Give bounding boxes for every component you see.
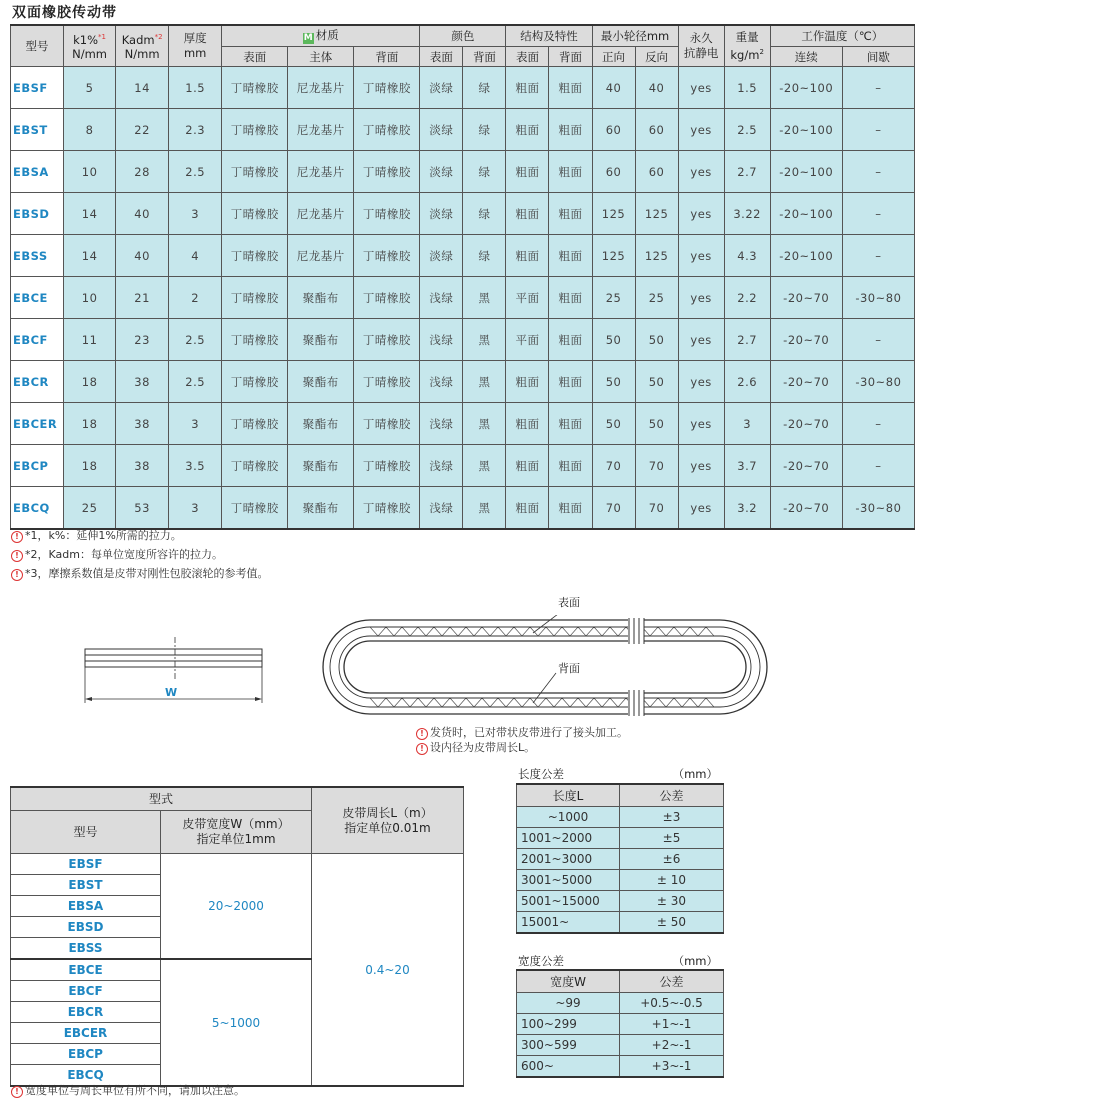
table-cell: 40 [116,193,169,235]
header-structure: 结构及特性 [506,25,592,47]
table-cell: 丁晴橡胶 [354,193,420,235]
diagram-note-2: ! 设内径为皮带周长L。 [416,739,535,755]
table-cell: 丁晴橡胶 [222,151,288,193]
model-cell: EBSF [11,67,64,109]
table-cell: 50 [635,361,678,403]
table-cell: 绿 [463,235,506,277]
tol-range-cell: 1001~2000 [517,828,620,849]
table-cell: 浅绿 [420,361,463,403]
model-cell: EBCR [11,361,64,403]
table-cell: 聚酯布 [288,319,354,361]
table-cell: 聚酯布 [288,487,354,530]
width-tol-header-range: 宽度W [517,970,620,993]
header-thickness: 厚度 mm [169,25,222,67]
table-cell: -20~100 [770,235,842,277]
table-cell: 70 [635,445,678,487]
type-model-cell: EBSD [11,917,161,938]
table-cell: -20~70 [770,403,842,445]
table-cell: 平面 [506,319,549,361]
table-cell: 70 [635,487,678,530]
table-cell: 18 [64,445,116,487]
table-cell: 丁晴橡胶 [222,319,288,361]
model-cell: EBCF [11,319,64,361]
table-cell: yes [678,445,724,487]
table-cell: 黑 [463,361,506,403]
header-model: 型号 [11,25,64,67]
tol-value-cell: ± 50 [620,912,724,934]
table-cell: 浅绿 [420,277,463,319]
tol-value-cell: +1~-1 [620,1014,724,1035]
table-cell: 2.5 [169,319,222,361]
model-cell: EBCE [11,277,64,319]
table-row [517,828,724,849]
table-cell: 平面 [506,277,549,319]
header-mat-body: 主体 [288,47,354,67]
table-row [11,487,915,530]
table-cell: 绿 [463,193,506,235]
tol-range-cell: 3001~5000 [517,870,620,891]
width-tol-caption: 宽度公差 （mm） [518,954,718,968]
table-row [11,277,915,319]
table-row [517,891,724,912]
table-cell: 丁晴橡胶 [354,487,420,530]
table-cell: yes [678,151,724,193]
table-cell: 丁晴橡胶 [222,67,288,109]
table-cell: 50 [592,319,635,361]
table-cell: 黑 [463,277,506,319]
table-row [11,109,915,151]
table-cell: 粗面 [506,361,549,403]
table-cell: 粗面 [549,277,592,319]
table-cell: yes [678,235,724,277]
table-cell: 3.5 [169,445,222,487]
table-cell: 18 [64,403,116,445]
table-cell: 浅绿 [420,403,463,445]
warning-icon: ! [11,550,23,562]
type-model-cell: EBCP [11,1044,161,1065]
table-cell: 粗面 [549,403,592,445]
table-row [517,1035,724,1056]
table-cell: 18 [64,361,116,403]
table-cell: 2.6 [724,361,770,403]
table-cell: 2.5 [724,109,770,151]
table-row [11,67,915,109]
table-cell: 3.2 [724,487,770,530]
table-cell: 粗面 [506,487,549,530]
model-cell: EBCQ [11,487,64,530]
warning-icon: ! [11,531,23,543]
table-cell: -20~100 [770,109,842,151]
table-cell: 丁晴橡胶 [354,445,420,487]
table-cell: – [842,67,914,109]
tol-range-cell: ~1000 [517,807,620,828]
table-cell: 粗面 [549,151,592,193]
page-title: 双面橡胶传动带 [12,5,117,21]
table-row [11,854,464,875]
table-cell: – [842,151,914,193]
belt-loop-diagram [318,615,773,720]
table-cell: 50 [635,319,678,361]
table-cell: 粗面 [506,67,549,109]
warning-icon: ! [416,743,428,755]
warning-icon: ! [416,728,428,740]
table-cell: 38 [116,403,169,445]
tol-value-cell: ±6 [620,849,724,870]
table-cell: 丁晴橡胶 [354,67,420,109]
width-label: W [165,686,178,699]
table-cell: 14 [64,193,116,235]
table-cell: 4 [169,235,222,277]
header-min-pulley: 最小轮径mm [592,25,678,47]
table-cell: 丁晴橡胶 [222,193,288,235]
model-cell: EBSS [11,235,64,277]
table-cell: – [842,193,914,235]
footnote-3: ! *3，摩擦系数值是皮带对刚性包胶滚轮的参考值。 [11,565,269,581]
header-k1: k1%$^{*1}$ N/mm [64,25,116,67]
table-cell: 10 [64,151,116,193]
header-temp-cont: 连续 [770,47,842,67]
header-color-back: 背面 [463,47,506,67]
table-cell: 丁晴橡胶 [354,235,420,277]
table-cell: 浅绿 [420,487,463,530]
type-header-length: 皮带周长L（m） 指定单位0.01m [312,787,464,854]
type-model-cell: EBCF [11,981,161,1002]
tol-range-cell: 300~599 [517,1035,620,1056]
table-cell: 1.5 [169,67,222,109]
table-cell: 粗面 [506,445,549,487]
type-header-model: 型号 [11,811,161,854]
header-kadm: Kadm$^{*2}$ N/mm [116,25,169,67]
material-icon: M [303,33,313,43]
table-cell: yes [678,277,724,319]
type-model-cell: EBST [11,875,161,896]
type-model-cell: EBCQ [11,1065,161,1087]
table-cell: 尼龙基片 [288,151,354,193]
table-cell: 60 [635,151,678,193]
tol-range-cell: 100~299 [517,1014,620,1035]
length-tolerance-table [516,783,724,934]
table-cell: 丁晴橡胶 [222,445,288,487]
table-cell: 60 [592,109,635,151]
width-tolerance-table [516,969,724,1078]
table-cell: 黑 [463,319,506,361]
table-cell: 23 [116,319,169,361]
type-model-cell: EBCER [11,1023,161,1044]
type-model-cell: EBCE [11,959,161,981]
header-pulley-forward: 正向 [592,47,635,67]
model-cell: EBSA [11,151,64,193]
table-cell: 40 [592,67,635,109]
tol-range-cell: ~99 [517,993,620,1014]
table-cell: 尼龙基片 [288,193,354,235]
footnote-1: ! *1，k%：延伸1%所需的拉力。 [11,527,182,543]
table-cell: 粗面 [506,193,549,235]
tol-range-cell: 2001~3000 [517,849,620,870]
table-cell: 2.7 [724,319,770,361]
table-cell: 淡绿 [420,67,463,109]
table-cell: 125 [592,193,635,235]
table-cell: 22 [116,109,169,151]
table-row [517,807,724,828]
table-cell: – [842,403,914,445]
table-cell: 丁晴橡胶 [222,235,288,277]
table-cell: 2.2 [724,277,770,319]
table-cell: 粗面 [506,151,549,193]
table-cell: 25 [635,277,678,319]
table-cell: 聚酯布 [288,277,354,319]
table-cell: 粗面 [506,109,549,151]
type-model-cell: EBSS [11,938,161,960]
table-cell: – [842,109,914,151]
table-row [11,235,915,277]
type-header-width: 皮带宽度W（mm） 指定单位1mm [161,811,312,854]
tol-range-cell: 15001~ [517,912,620,934]
header-struct-surface: 表面 [506,47,549,67]
table-cell: 28 [116,151,169,193]
table-cell: -20~70 [770,277,842,319]
table-cell: 聚酯布 [288,361,354,403]
table-cell: -30~80 [842,487,914,530]
length-tol-caption: 长度公差 （mm） [518,767,718,781]
table-cell: – [842,319,914,361]
table-cell: 尼龙基片 [288,109,354,151]
table-row [517,912,724,934]
table-cell: 2.5 [169,151,222,193]
tol-value-cell: +3~-1 [620,1056,724,1078]
table-cell: -30~80 [842,277,914,319]
model-cell: EBSD [11,193,64,235]
table-cell: 绿 [463,109,506,151]
table-cell: 2.5 [169,361,222,403]
table-cell: 淡绿 [420,151,463,193]
type-model-cell: EBCR [11,1002,161,1023]
table-cell: 53 [116,487,169,530]
table-cell: 2.3 [169,109,222,151]
table-cell: 粗面 [549,235,592,277]
header-pulley-reverse: 反向 [635,47,678,67]
table-row [11,319,915,361]
table-cell: 绿 [463,151,506,193]
table-cell: 淡绿 [420,109,463,151]
warning-icon: ! [11,1086,23,1098]
tol-range-cell: 5001~15000 [517,891,620,912]
table-cell: 粗面 [506,403,549,445]
header-material: M 材质 [222,25,420,47]
table-cell: 70 [592,487,635,530]
warning-icon: ! [11,569,23,581]
table-cell: 60 [592,151,635,193]
table-cell: 38 [116,361,169,403]
table-cell: 丁晴橡胶 [222,361,288,403]
type-model-cell: EBSF [11,854,161,875]
table-cell: 粗面 [549,67,592,109]
table-cell: 丁晴橡胶 [222,487,288,530]
table-cell: 25 [592,277,635,319]
spec-table [10,24,915,530]
table-row [517,1014,724,1035]
type-header-group: 型式 [11,787,312,811]
table-cell: 3.7 [724,445,770,487]
width-tol-header-tol: 公差 [620,970,724,993]
table-cell: -20~100 [770,193,842,235]
table-cell: 粗面 [549,319,592,361]
tol-value-cell: +0.5~-0.5 [620,993,724,1014]
table-cell: 黑 [463,403,506,445]
tol-value-cell: ±5 [620,828,724,849]
table-cell: 粗面 [549,445,592,487]
header-color-surface: 表面 [420,47,463,67]
table-cell: 3.22 [724,193,770,235]
tol-value-cell: +2~-1 [620,1035,724,1056]
table-cell: 聚酯布 [288,445,354,487]
table-cell: 浅绿 [420,445,463,487]
table-cell: 14 [64,235,116,277]
table-cell: 淡绿 [420,193,463,235]
table-cell: 11 [64,319,116,361]
header-mat-back: 背面 [354,47,420,67]
type-model-cell: EBSA [11,896,161,917]
table-cell: 丁晴橡胶 [354,109,420,151]
table-cell: 60 [635,109,678,151]
type-table [10,786,464,1087]
table-cell: 4.3 [724,235,770,277]
tol-range-cell: 600~ [517,1056,620,1078]
table-cell: -20~70 [770,445,842,487]
table-cell: 粗面 [549,109,592,151]
tol-value-cell: ±3 [620,807,724,828]
table-cell: 浅绿 [420,319,463,361]
type-footnote: ! 宽度单位与周长单位有所不同，请加以注意。 [11,1082,245,1098]
table-row [11,445,915,487]
table-cell: yes [678,193,724,235]
table-cell: -20~100 [770,151,842,193]
table-cell: 聚酯布 [288,403,354,445]
header-struct-back: 背面 [549,47,592,67]
header-temp-inter: 间歇 [842,47,914,67]
table-cell: yes [678,109,724,151]
length-tol-header-tol: 公差 [620,784,724,807]
table-cell: 黑 [463,487,506,530]
table-cell: 尼龙基片 [288,235,354,277]
header-weight: 重量 $kg/m^2$ [724,25,770,67]
table-cell: 8 [64,109,116,151]
table-cell: 5 [64,67,116,109]
length-range-cell: 0.4~20 [312,854,464,1087]
table-cell: 2.7 [724,151,770,193]
table-cell: -20~70 [770,361,842,403]
table-cell: 粗面 [549,361,592,403]
table-cell: 淡绿 [420,235,463,277]
table-cell: 绿 [463,67,506,109]
table-cell: 38 [116,445,169,487]
table-cell: 尼龙基片 [288,67,354,109]
table-cell: 丁晴橡胶 [222,109,288,151]
table-cell: yes [678,67,724,109]
table-cell: 50 [635,403,678,445]
footnote-2: ! *2，Kadm：每单位宽度所容许的拉力。 [11,546,223,562]
header-antistatic: 永久 抗静电 [678,25,724,67]
table-cell: 125 [635,235,678,277]
table-cell: yes [678,487,724,530]
table-cell: -20~100 [770,67,842,109]
model-cell: EBST [11,109,64,151]
table-row [517,1056,724,1078]
table-cell: 3 [169,487,222,530]
table-cell: 丁晴橡胶 [354,277,420,319]
table-cell: yes [678,403,724,445]
table-cell: -20~70 [770,319,842,361]
width-range-cell: 5~1000 [161,959,312,1086]
table-cell: 丁晴橡胶 [222,403,288,445]
length-tol-header-range: 长度L [517,784,620,807]
table-cell: 21 [116,277,169,319]
table-cell: 粗面 [549,193,592,235]
table-row [517,993,724,1014]
table-cell: 3 [724,403,770,445]
table-cell: 粗面 [506,235,549,277]
table-cell: 3 [169,403,222,445]
table-cell: -30~80 [842,361,914,403]
tol-value-cell: ± 30 [620,891,724,912]
table-cell: 125 [592,235,635,277]
table-cell: 40 [635,67,678,109]
table-row [11,193,915,235]
table-cell: – [842,445,914,487]
table-cell: – [842,235,914,277]
table-cell: 2 [169,277,222,319]
table-cell: -20~70 [770,487,842,530]
model-cell: EBCP [11,445,64,487]
table-cell: 粗面 [549,487,592,530]
table-row [11,403,915,445]
table-cell: 50 [592,403,635,445]
width-range-cell: 20~2000 [161,854,312,960]
header-temp: 工作温度（℃） [770,25,914,47]
table-cell: 10 [64,277,116,319]
table-cell: 丁晴橡胶 [354,403,420,445]
model-cell: EBCER [11,403,64,445]
table-cell: yes [678,319,724,361]
diagram-note-1: ! 发货时，已对带状皮带进行了接头加工。 [416,724,628,740]
table-cell: 3 [169,193,222,235]
table-cell: 25 [64,487,116,530]
table-cell: 丁晴橡胶 [354,151,420,193]
table-cell: 黑 [463,445,506,487]
table-cell: 丁晴橡胶 [354,361,420,403]
back-label: 背面 [558,662,580,675]
table-cell: 50 [592,361,635,403]
table-row [517,870,724,891]
header-mat-surface: 表面 [222,47,288,67]
surface-label: 表面 [558,596,580,609]
table-cell: 70 [592,445,635,487]
table-cell: 丁晴橡胶 [354,319,420,361]
table-row [517,849,724,870]
table-cell: 丁晴橡胶 [222,277,288,319]
table-cell: yes [678,361,724,403]
table-cell: 40 [116,235,169,277]
table-cell: 1.5 [724,67,770,109]
table-cell: 125 [635,193,678,235]
tol-value-cell: ± 10 [620,870,724,891]
table-row [11,151,915,193]
header-color: 颜色 [420,25,506,47]
table-row [11,361,915,403]
table-cell: 14 [116,67,169,109]
